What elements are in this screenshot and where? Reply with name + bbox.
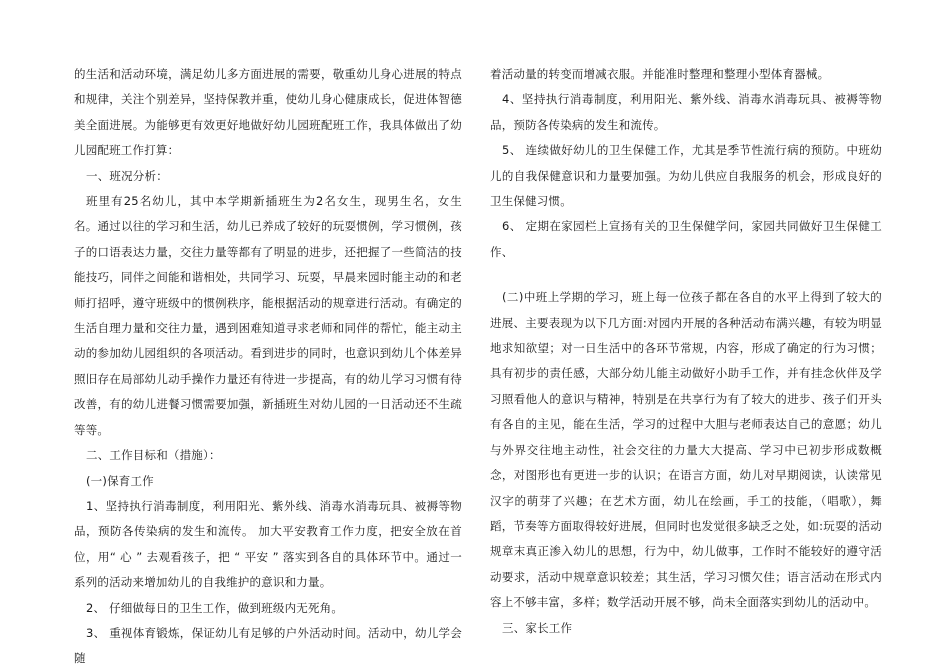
right-column <box>490 62 882 641</box>
left-column <box>74 62 462 672</box>
paragraph-spacer <box>490 265 882 285</box>
left-column-paragraph: 班里有25名幼儿，其中本学期新插班生为2名女生，现男生名，女生 名。通过以往的学习和生活，幼儿已养成了较好的玩耍惯例，学习惯例，孩子的口语表达力量，交往力量等都有了明显的进步，还把握了一些简洁的技能技巧，同伴之间能和谐相处，共同学习、玩耍，早晨来园时能主动的和老师打招呼，遵守班级中的惯例秩序，能根据活动的规章进行活动。有确定的生活自理力量和交往力量，遇到困难知道寻求老师和同伴的帮忙，能主动主动的参加幼儿园组织的各项活动。看到进步的同时，也意识到幼儿个体差异照旧存在局部幼儿动手操作力量还有待进一步提高，有的幼儿学习习惯有待改善，有的幼儿进餐习惯需要加强，新插班生对幼儿园的一日活动还不生疏等等。 <box>74 194 462 437</box>
right-column-paragraph: 5、 连续做好幼儿的卫生保健工作，尤其是季节性流行病的预防。中班幼儿的自我保健意识和力量要加强。为幼儿供应自我服务的机会，形成良好的卫生保健习惯。 <box>490 143 882 209</box>
right-column-paragraph: 6、 定期在家园栏上宣扬有关的卫生保健学问，家园共同做好卫生保健工作、 <box>490 219 882 259</box>
left-column-paragraph: 二、工作目标和（措施）： <box>86 448 221 463</box>
left-column-paragraph: 一、班况分析： <box>86 168 168 183</box>
left-column-paragraph: 2、 仔细做每日的卫生工作，做到班级内无死角。 <box>86 600 344 615</box>
right-column-paragraph: (二)中班上学期的学习，班上每一位孩子都在各自的水平上得到了较大的进展、主要表现为以下几方面:对园内开展的各种活动布满兴趣，有较为明显地求知欲望；对一日生活中的各环节常规，内容，形成了确定的行为习惯；具有初步的责任感，大部分幼儿能主动做好小助手工作，并有挂念伙伴及学习照看他人的意识与精神，特别是在共享行为有了较大的进步、孩子们开头有各自的主见，能在生活，学习的过程中大胆与老师表达自己的意愿；幼儿与外界交往地主动性，社会交往的力量大大提高、学习中已初步形成数概念，对图形也有更进一步的认识；在语言方面，幼儿对早期阅读，认读常见汉字的萌芽了兴趣；在艺术方面，幼儿在绘画，手工的技能，（唱歌），舞蹈，节奏等方面取得较好进展，但同时也发觉很多缺乏之处，如:玩耍的活动规章末真正渗入幼儿的思想，行为中，幼儿做事，工作时不能较好的遵守活动要求，活动中规章意识较差；其生活，学习习惯欠佳；语言活动在形式内容上不够丰富，多样；数学活动开展不够，尚未全面落实到幼儿的活动中。 <box>490 290 882 610</box>
right-column-paragraph: 着活动量的转变而增减衣服。并能准时整理和整理小型体育器械。 <box>490 67 830 81</box>
left-column-paragraph: (一)保育工作 <box>86 473 154 488</box>
left-column-paragraph: 1、坚持执行消毒制度，利用阳光、紫外线、消毒水消毒玩具、被褥等物品，预防各传染病的发生和流传。 加大平安教育工作力度，把安全放在首位，用“ 心 ” 去观看孩子，把 “ 平安 ” 落实到各自的具体环节中。通过一系列的活动来增加幼儿的自我维护的意识和力量。 <box>74 498 462 590</box>
right-column-paragraph: 4、坚持执行消毒制度，利用阳光、紫外线、消毒水消毒玩具、被褥等物品，预防各传染病的发生和流传。 <box>490 92 882 132</box>
left-column-paragraph: 的生活和活动环境，满足幼儿多方面进展的需要，敬重幼儿身心进展的特点和规律，关注个别差异，坚持保教并重，使幼儿身心健康成长，促进体智德美全面进展。为能够更有效更好地做好幼儿园班配班工作，我具体做出了幼儿园配班工作打算： <box>74 67 462 158</box>
right-column-paragraph: 三、家长工作 <box>502 620 573 635</box>
left-column-paragraph: 3、 重视体育锻炼，保证幼儿有足够的户外活动时间。活动中，幼儿学会随 <box>74 625 462 666</box>
